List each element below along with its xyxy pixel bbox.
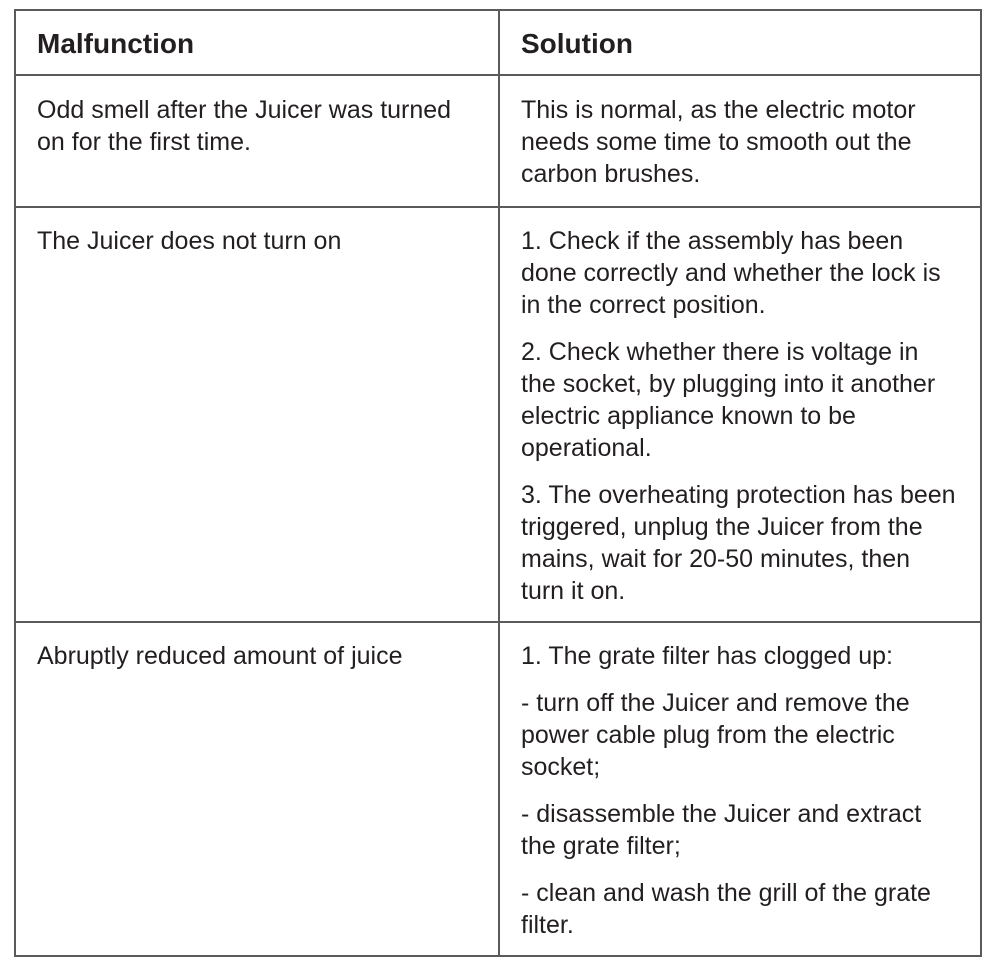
table-row bbox=[16, 74, 980, 206]
malfunction-cell: Abruptly reduced amount of juice bbox=[16, 623, 500, 955]
troubleshooting-table bbox=[14, 9, 982, 957]
malfunction-cell: Odd smell after the Juicer was turned on for the first time. bbox=[16, 76, 500, 206]
solution-paragraph: This is normal, as the electric motor needs some time to smooth out the carbon brushes. bbox=[521, 96, 916, 188]
table-header-row bbox=[16, 11, 980, 74]
solution-cell bbox=[500, 623, 980, 955]
solution-paragraph: - clean and wash the grill of the grate filter. bbox=[521, 879, 931, 939]
solution-paragraph: 2. Check whether there is voltage in the socket, by plugging into it another electric appliance known to be operational. bbox=[521, 338, 936, 462]
table-row bbox=[16, 621, 980, 955]
solution-paragraph: - disassemble the Juicer and extract the grate filter; bbox=[521, 800, 922, 860]
header-malfunction: Malfunction bbox=[16, 11, 500, 74]
solution-paragraph: - turn off the Juicer and remove the power cable plug from the electric socket; bbox=[521, 689, 910, 781]
solution-paragraph: 1. The grate filter has clogged up: bbox=[521, 642, 893, 670]
header-solution: Solution bbox=[521, 28, 633, 59]
solution-paragraph: 1. Check if the assembly has been done correctly and whether the lock is in the correct position. bbox=[521, 227, 941, 319]
table-row bbox=[16, 206, 980, 621]
solution-cell bbox=[500, 76, 980, 206]
malfunction-cell: The Juicer does not turn on bbox=[16, 208, 500, 621]
solution-paragraph: 3. The overheating protection has been triggered, unplug the Juicer from the mains, wait for 20-50 minutes, then turn it on. bbox=[521, 481, 956, 605]
solution-cell bbox=[500, 208, 980, 621]
